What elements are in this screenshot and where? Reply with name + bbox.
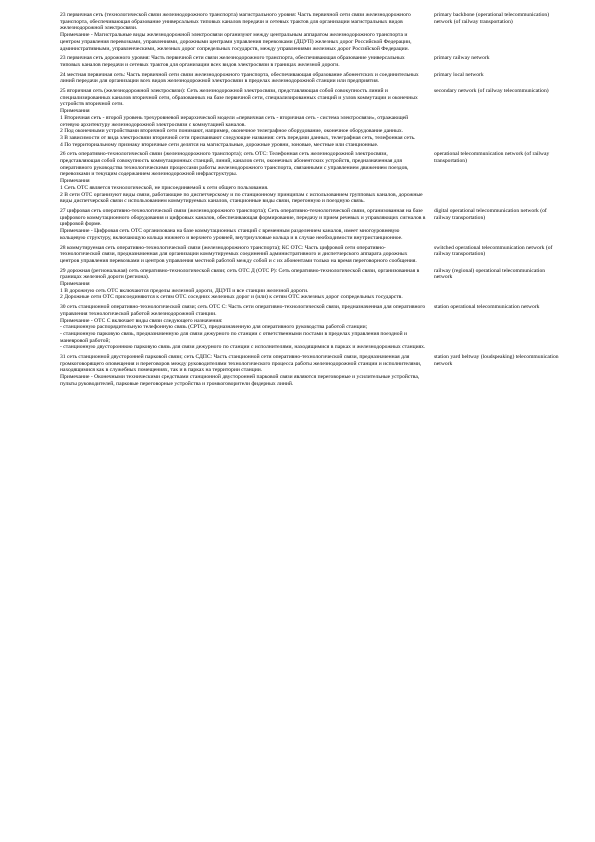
term-entry: [60, 72, 560, 85]
definition-paragraph: 4 По территориальному признаку вторичные сети делятся на магистральные, дорожные уровни, зоновые, местные или станционные.: [60, 141, 379, 148]
english-term: primary local network: [434, 71, 484, 78]
definition-paragraph: 2 Под оконечными устройствами вторичной сети понимают, например, оконечное телеграфное оборудование, оконечное оборудование данных.: [60, 128, 404, 135]
definition-paragraph: Примечания: [60, 108, 90, 115]
term-entry: [60, 208, 560, 242]
definition-paragraph: 2 Дорожные сети ОТС присоединяются к сетям ОТС соседних железных дорог и (или) к сетям ОТС железных дорог сопредельных государств.: [60, 294, 403, 301]
russian-definition: [60, 208, 426, 242]
definition-paragraph: 26 сеть оперативно-технологической связи (железнодорожного транспорта); сеть ОТС: Телефонная сеть железнодорожной электросвязи, представляющая собой совокупность коммутационных станций, линий, каналов сети, оконечных абонентских устройств, предназначенная для оперативного руководства технологическими процессами работы железнодорожного транспорта, связанными с управлением движением поездов, перевозками и текущим содержанием железнодорожной инфраструктуры.: [60, 151, 409, 178]
definition-paragraph: 1 Сеть ОТС является технологической, не присоединяемой к сети общего пользования.: [60, 184, 269, 191]
english-term: switched operational telecommunication network (of railway transportation): [434, 244, 553, 258]
russian-definition: [60, 245, 426, 265]
definition-paragraph: Примечание - Оконечными техническими средствами станционной двусторонней парковой связи являются переговорные и усилительные устройства, пульты руководителей, парковые переговорные устройства и громкоговорители фидерных линий.: [60, 374, 420, 387]
russian-definition: [60, 304, 426, 351]
definition-paragraph: Примечание - Магистральные виды железнодорожной электросвязи организуют между центральным аппаратом железнодорожного транспорта и центром управления перевозками, управлениями, дорожными центрами управления перевозками (ДЦУП) железных дорог Российской Федерации, административными, управленческими, железных дорог сопредельных государств, между управлениями железных дорог Российской Федерации.: [60, 32, 412, 52]
definition-paragraph: Примечание - ОТС С включает виды связи следующего назначения:: [60, 317, 223, 324]
english-term: primary backbone (operational telecommunication) network (of railway transportation): [434, 12, 550, 25]
definition-paragraph: 24 местная первичная сеть: Часть первичной сети связи железнодорожного транспорта, обеспечивающая образование абонентских и соединительных линий передачи для организации всех видов железнодорожной электросвязи в пределах железнодорожной станции или предприятия.: [60, 71, 419, 85]
russian-definition: [60, 72, 426, 85]
definition-paragraph: 29 дорожная (региональная) сеть оперативно-технологической связи; сеть ОТС Д (ОТС Р): Сеть оперативно-технологической связи, организованная в границах железной дороги (региона).: [60, 267, 420, 281]
term-entry: [60, 268, 560, 302]
russian-definition: [60, 354, 426, 388]
russian-definition: [60, 88, 426, 148]
term-entry: [60, 245, 560, 265]
english-term: railway (regional) operational telecommunication network: [434, 267, 546, 281]
definition-paragraph: 27 цифровая сеть оперативно-технологической связи (железнодорожного транспорта); Сеть оперативно-технологической связи, организованная на базе цифрового коммутационного оборудования и цифровых каналов, обеспечивающая формирование, передачу и прием речевых и управляющих сигналов в цифровой форме.: [60, 207, 426, 228]
term-entry: [60, 354, 560, 388]
english-term: station yard beltway (loudspeaking) telecommunication network: [434, 354, 559, 367]
definition-paragraph: 1 В дорожную сеть ОТС включаются пределы железной дороги, ДЦУП и все станции железной дороги.: [60, 287, 309, 294]
term-entry: [60, 88, 560, 148]
term-entry: [60, 12, 560, 52]
definition-paragraph: - станционную распорядительную телефонную связь (СРТС), предназначенную для оперативного руководства работой станции;: [60, 324, 368, 331]
russian-definition: [60, 268, 426, 302]
definition-paragraph: - станционную двустороннюю парковую связь для связи дежурного по станции с исполнителями, находящимися в парках и железнодорожных станциях.: [60, 344, 426, 351]
definition-paragraph: 2 В сети ОТС организуют виды связи, работающие по диспетчерскому и по станционному принципам с использованием групповых каналов, дорожные виды диспетчерской связи с использованием коммутируемых каналов, станционные виды связи, перегонную и поездную связь.: [60, 191, 423, 205]
definition-paragraph: 3 В зависимости от вида электросвязи вторичной сети присваивают следующие названия: сеть передачи данных, телеграфная сеть, телефонная сеть.: [60, 134, 416, 141]
term-entry: [60, 151, 560, 205]
definition-paragraph: - станционную парковую связь, предназначенную для связи дежурного по станции с ответственными постами в пределах управления поездной и маневровой работой;: [60, 330, 407, 344]
russian-definition: [60, 12, 426, 52]
definition-paragraph: Примечания: [60, 281, 90, 288]
term-entry: [60, 304, 560, 351]
document-page: [60, 12, 560, 391]
definition-paragraph: 30 сеть станционной оперативно-технологической связи; сеть ОТС С: Часть сети оперативно-технологической связи, предназначенная для оперативного управления технологической работой железнодорожной станции.: [60, 304, 426, 317]
term-entry: [60, 55, 560, 68]
definition-paragraph: 1 Вторичная сеть - второй уровень трехуровневой иерархической модели «первичная сеть - вторичная сеть - система электросвязи», отражающей сетевую архитектуру железнодорожной электросвязи с коммутацией каналов.: [60, 114, 409, 128]
english-term: primary railway network: [434, 55, 490, 62]
definition-paragraph: 23 первичная сеть дорожного уровня: Часть первичной сети связи железнодорожного транспорта, обеспечивающая образование универсальных типовых каналов передачи и сетевых трактов для организации всех видов электросвязи в границах железной дороги.: [60, 55, 405, 68]
english-term: operational telecommunication network (of railway transportation): [434, 151, 550, 165]
definition-paragraph: 31 сеть станционной двусторонней парковой связи; сеть СДПС: Часть станционной сети оперативно-технологической связи, предназначенная для громкоговорящего оповещения и переговоров между руководителями технологического процесса работы железнодорожной станции и исполнителями, находящимися как в служебных помещениях, так и в парках на территории станции.: [60, 354, 422, 374]
definition-paragraph: 28 коммутируемая сеть оперативно-технологической связи (железнодорожного транспорта); КС ОТС: Часть цифровой сети оперативно-технологической связи, предназначенная для организации коммутируемых соединений административного и диспетчерского аппарата дорожных центров управления перевозками и центров управления местной работой между собой и с их абонентами только на время переговорного сообщения.: [60, 244, 417, 264]
definition-paragraph: 25 вторичная сеть (железнодорожной электросвязи): Сеть железнодорожной электросвязи, представляющая собой совокупность линий и специализированных каналов вторичной сети, образованных на базе первичной сети, специализированных станций и узлов коммутации и оконечных устройств вторичной сети.: [60, 88, 418, 108]
english-term: secondary network (of railway telecommunication): [434, 88, 549, 95]
definition-paragraph: Примечание - Цифровая сеть ОТС организована на базе коммутационных станций с временным разделением каналов, имеет многоуровневую кольцевую структуру, включающую кольца нижнего и верхнего уровней, внутриузловые кольца и в случае необходимости внутристанционное.: [60, 228, 403, 241]
russian-definition: [60, 151, 426, 205]
english-term: station operational telecommunication network: [434, 304, 540, 311]
english-term: digital operational telecommunication network (of railway transportation): [434, 207, 547, 221]
definition-paragraph: 23 первичная сеть (технологической связи железнодорожного транспорта) магистрального уровня: Часть первичной сети связи железнодорожного транспорта, обеспечивающая образование универсальных типовых каналов передачи и сетевых трактов для организации магистральных видов железнодорожной электросвязи.: [60, 12, 411, 32]
definition-paragraph: Примечания: [60, 178, 90, 185]
russian-definition: [60, 55, 426, 68]
